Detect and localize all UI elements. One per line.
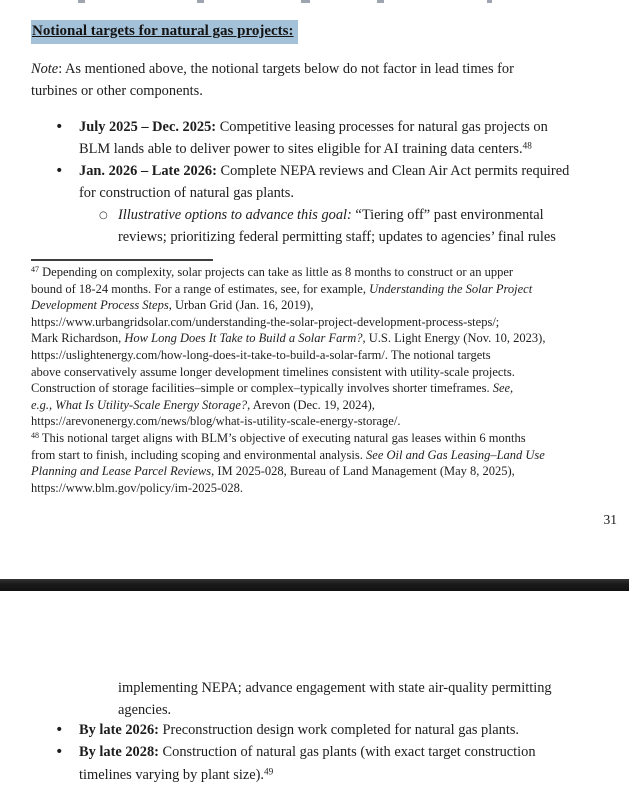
bullet-list-continued xyxy=(0,719,625,786)
bullet-icon: • xyxy=(55,119,64,135)
bullet-icon: • xyxy=(55,163,64,179)
footnote-48: $^{48}$ This notional target aligns with BLM’s objective of executing natural gas leases within 6 months from start to finish, including scoping and environmental analysis. See Oil and Gas Leasing–Land Use Planning and Lease Parcel Reviews, IM 2025-028, Bureau of Land Management (May 8, 2025), https://www.blm.gov/policy/im-2025-028. xyxy=(31,430,545,495)
bullet-item-by-late-2026 xyxy=(0,719,625,741)
bullet-item-by-late-2028 xyxy=(0,741,625,786)
bullet-icon: • xyxy=(55,744,64,761)
footnote-separator xyxy=(31,259,213,261)
bullet-text: July 2025 – Dec. 2025: Competitive leasing processes for natural gas projects on BLM lands able to deliver power to sites eligible for AI training data centers.$^{48}$ xyxy=(79,119,548,157)
page-break-divider xyxy=(0,579,629,591)
page-number: 31 xyxy=(603,512,617,527)
note-paragraph: Note: As mentioned above, the notional targets below do not factor in lead times for turbines or other components. xyxy=(31,61,514,99)
sub-bullet-text: Illustrative options to advance this goal: “Tiering off” past environmental reviews; prioritizing federal permitting staff; updates to agencies’ final rules xyxy=(118,207,556,245)
highlighted-heading-text: Notional targets for natural gas projects: xyxy=(31,20,298,44)
cut-off-text-remnants xyxy=(0,0,629,4)
section-heading xyxy=(31,20,298,44)
sub-bullet-continuation-text: implementing NEPA; advance engagement with state air-quality permitting agencies. xyxy=(118,680,552,718)
bullet-text: Jan. 2026 – Late 2026: Complete NEPA reviews and Clean Air Act permits required for construction of natural gas plants. xyxy=(79,163,570,201)
circle-bullet-icon: ○ xyxy=(99,210,108,221)
bullet-text: By late 2028: Construction of natural gas plants (with exact target construction timelines varying by plant size).$^{49}$ xyxy=(79,744,536,783)
sub-bullet-item-illustrative-options xyxy=(0,204,625,248)
footnote-47: $^{47}$ Depending on complexity, solar projects can take as little as 8 months to construct or an upper bound of 18-24 months. For a range of estimates, see, for example, Understanding the Solar Project Development Process Steps, Urban Grid (Jan. 16, 2019), https://www.urbangridsolar.com/understanding-the-solar-project-development-process-steps/; Mark Richardson, How Long Does It Take to Build a Solar Farm?, U.S. Light Energy (Nov. 10, 2023), https://uslightenergy.com/how-long-does-it-take-to-build-a-solar-farm/. The notional targets above conservatively assume longer development timelines consistent with utility-scale projects. Construction of storage facilities–simple or complex–typically involves shorter timeframes. See, e.g., What Is Utility-Scale Energy Storage?, Arevon (Dec. 19, 2024), https://arevonenergy.com/news/blog/what-is-utility-scale-energy-storage/. xyxy=(31,265,546,429)
bullet-icon: • xyxy=(55,722,64,738)
bullet-item-jan-2026 xyxy=(0,160,625,204)
bullet-item-july-2025 xyxy=(0,116,625,160)
footnotes-section xyxy=(31,264,621,496)
bullet-text: By late 2026: Preconstruction design work completed for natural gas plants. xyxy=(79,722,520,738)
bullet-list xyxy=(0,116,625,248)
